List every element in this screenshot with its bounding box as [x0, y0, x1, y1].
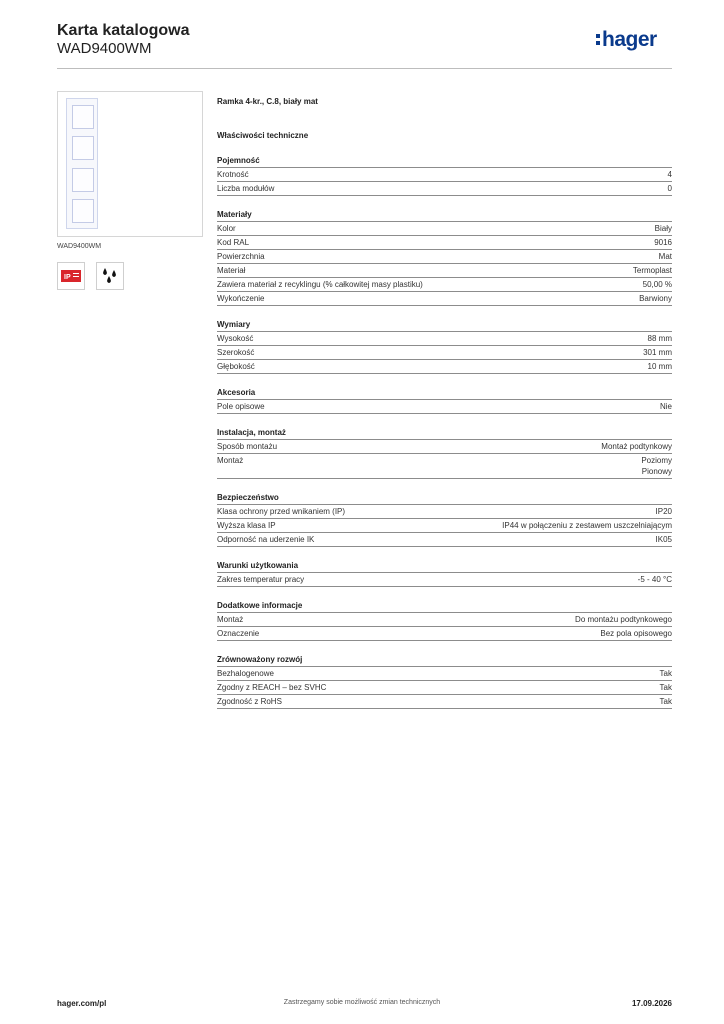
spec-row-value-line: 10 mm — [647, 362, 672, 371]
header-divider — [57, 68, 672, 69]
product-name: Ramka 4-kr., C.8, biały mat — [217, 97, 318, 106]
spec-row — [217, 250, 672, 264]
spec-row-label: Montaż — [217, 615, 244, 624]
spec-row-label: Liczba modułów — [217, 184, 275, 193]
spec-row-value — [502, 520, 672, 531]
spec-row-value-line: Mat — [658, 252, 672, 261]
frame-slot — [72, 105, 94, 129]
spec-row — [217, 278, 672, 292]
product-image-caption: WAD9400WM — [57, 243, 102, 250]
spec-row-label: Klasa ochrony przed wnikaniem (IP) — [217, 507, 346, 516]
product-image — [57, 91, 203, 237]
spec-row-value-line: Bez pola opisowego — [600, 629, 672, 638]
hager-logo-wordmark: hager — [602, 28, 657, 51]
spec-section-title: Wymiary — [217, 319, 672, 332]
spec-row-value — [656, 506, 672, 517]
spec-row-label: Zakres temperatur pracy — [217, 575, 305, 584]
spec-row — [217, 533, 672, 547]
spec-section — [217, 427, 672, 479]
spec-row-value — [668, 169, 672, 180]
spec-section-title: Dodatkowe informacje — [217, 600, 672, 613]
spec-row-value-line: 50,00 % — [642, 280, 672, 289]
spec-section — [217, 209, 672, 306]
footer-website: hager.com/pl — [57, 999, 107, 1008]
spec-section — [217, 387, 672, 414]
spec-row — [217, 182, 672, 196]
spec-row — [217, 519, 672, 533]
footer-disclaimer: Zastrzegamy sobie możliwość zmian technicznych — [283, 999, 441, 1006]
spec-row-value — [654, 237, 672, 248]
spec-section-title: Bezpieczeństwo — [217, 492, 672, 505]
spec-row — [217, 573, 672, 587]
spec-row-value — [600, 628, 672, 639]
spec-row — [217, 292, 672, 306]
spec-row-value — [633, 265, 672, 276]
spec-row-value — [638, 574, 672, 585]
spec-row — [217, 505, 672, 519]
frame-slot — [72, 168, 94, 192]
ip-rating-label: IP — [64, 274, 71, 281]
spec-row-value — [660, 668, 672, 679]
spec-row-value-line: Barwiony — [639, 294, 672, 303]
spec-row-value — [655, 223, 672, 234]
spec-row — [217, 236, 672, 250]
spec-row-value-line: Nie — [659, 402, 672, 411]
spec-row-value-line: Tak — [659, 683, 672, 692]
spec-row-value-line: Pionowy — [641, 467, 672, 476]
spec-section-title: Warunki użytkowania — [217, 560, 672, 573]
spec-row-value-line: Poziomy — [641, 456, 672, 465]
spec-section-title: Instalacja, montaż — [217, 427, 672, 440]
spec-row — [217, 613, 672, 627]
document-title: Karta katalogowa — [57, 22, 190, 39]
spec-row-value — [648, 361, 672, 372]
spec-row-value — [660, 696, 672, 707]
spec-row-value-line: 4 — [667, 170, 672, 179]
spec-row-value-line: Tak — [659, 669, 672, 678]
spec-row — [217, 681, 672, 695]
spec-row-label: Wysokość — [217, 334, 254, 343]
spec-section — [217, 600, 672, 641]
spec-row — [217, 222, 672, 236]
spec-row-value — [641, 455, 672, 477]
spec-row-value-line: 301 mm — [643, 348, 672, 357]
spec-row-value — [660, 401, 672, 412]
spec-row-value-line: IP20 — [655, 507, 672, 516]
spec-row-value — [643, 347, 672, 358]
ip-rating-icon — [57, 262, 85, 290]
spec-row — [217, 332, 672, 346]
spec-row-value-line: Tak — [659, 697, 672, 706]
spec-row-label: Wykończenie — [217, 294, 265, 303]
spec-row-value-line: IP44 w połączeniu z zestawem uszczelniającym — [502, 521, 672, 530]
spec-row — [217, 346, 672, 360]
spec-section-title: Akcesoria — [217, 387, 672, 400]
spec-row-value-line: Montaż podtynkowy — [601, 442, 672, 451]
spec-row-value-line: -5 - 40 °C — [637, 575, 672, 584]
hager-logo — [596, 28, 676, 54]
spec-row-label: Kolor — [217, 224, 236, 233]
frame-illustration — [66, 98, 98, 229]
spec-row — [217, 400, 672, 414]
spec-row — [217, 360, 672, 374]
frame-slot — [72, 136, 94, 160]
spec-row-value-line: 88 mm — [647, 334, 672, 343]
spec-row-label: Kod RAL — [217, 238, 250, 247]
spec-row — [217, 695, 672, 709]
spec-row-label: Zgodny z REACH – bez SVHC — [217, 683, 327, 692]
spec-row-value — [601, 441, 672, 452]
spec-row-value-line: Biały — [654, 224, 672, 233]
spec-sections — [217, 155, 672, 709]
spec-row-value — [643, 279, 672, 290]
spec-row-value — [656, 534, 672, 545]
spec-row-label: Zawiera materiał z recyklingu (% całkowitej masy plastiku) — [217, 280, 423, 289]
spec-row-label: Odporność na uderzenie IK — [217, 535, 315, 544]
spec-row — [217, 454, 672, 479]
spec-section — [217, 155, 672, 196]
spec-row — [217, 168, 672, 182]
spec-row — [217, 667, 672, 681]
spec-row-value-line: 9016 — [654, 238, 672, 247]
technical-properties-title: Właściwości techniczne — [217, 131, 309, 140]
spec-section — [217, 319, 672, 374]
spec-row-value-line: IK05 — [655, 535, 672, 544]
spec-row-value-line: Do montażu podtynkowego — [575, 615, 672, 624]
spec-row-label: Oznaczenie — [217, 629, 260, 638]
spec-row-value — [668, 183, 672, 194]
spec-section-title: Zrównoważony rozwój — [217, 654, 672, 667]
spec-section-title: Materiały — [217, 209, 672, 222]
spec-section — [217, 560, 672, 587]
spec-row-label: Głębokość — [217, 362, 255, 371]
document-product-code: WAD9400WM — [57, 40, 152, 57]
spec-row-label: Materiał — [217, 266, 246, 275]
spec-section — [217, 492, 672, 547]
spec-row-label: Zgodność z RoHS — [217, 697, 282, 706]
spec-section — [217, 654, 672, 709]
water-drops-icon — [96, 262, 124, 290]
spec-row-value — [575, 614, 672, 625]
spec-row-label: Szerokość — [217, 348, 255, 357]
spec-row-label: Sposób montażu — [217, 442, 278, 451]
spec-row-label: Krotność — [217, 170, 249, 179]
footer-date: 17.09.2026 — [631, 999, 672, 1008]
spec-row-value-line: Termoplast — [632, 266, 672, 275]
spec-row-label: Powierzchnia — [217, 252, 265, 261]
spec-row-label: Pole opisowe — [217, 402, 265, 411]
spec-row-value — [648, 333, 672, 344]
spec-panel — [217, 96, 672, 709]
spec-section-title: Pojemność — [217, 155, 672, 168]
spec-row-value-line: 0 — [667, 184, 672, 193]
spec-row-value — [660, 682, 672, 693]
spec-row-label: Wyższa klasa IP — [217, 521, 276, 530]
spec-row — [217, 264, 672, 278]
spec-row — [217, 440, 672, 454]
spec-row-value — [639, 293, 672, 304]
spec-row-label: Bezhalogenowe — [217, 669, 274, 678]
spec-row-value — [659, 251, 672, 262]
frame-slot — [72, 199, 94, 223]
spec-row — [217, 627, 672, 641]
spec-row-label: Montaż — [217, 456, 244, 465]
